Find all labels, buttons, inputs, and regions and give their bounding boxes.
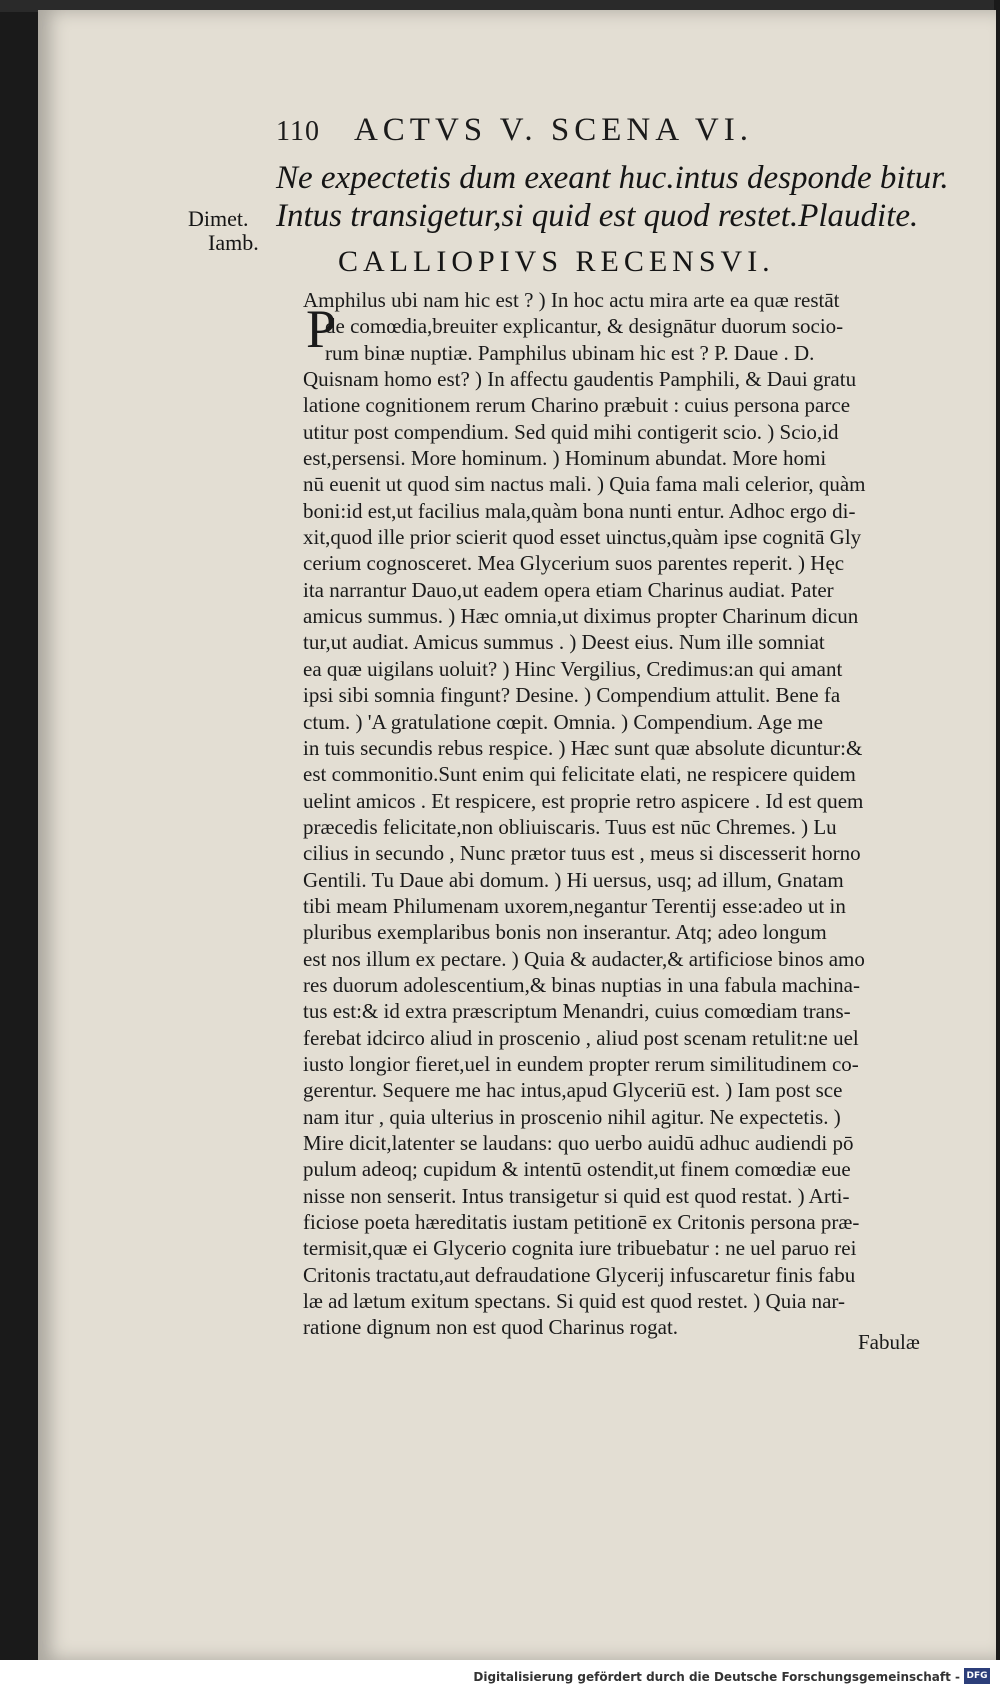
commentary-line: res duorum adolescentium,& binas nuptias in una fabula machina- xyxy=(303,972,860,997)
commentary-line: cilius in secundo , Nunc prætor tuus est , meus si discesserit horno xyxy=(303,841,861,866)
commentary-line: præcedis felicitate,non obliuiscaris. Tuus est nūc Chremes. ) Lu xyxy=(303,814,837,839)
running-head-title: ACTVS V. SCENA VI. xyxy=(353,112,753,148)
commentary-line: uelint amicos . Et respicere, est proprie retro aspicere . Id est quem xyxy=(303,788,864,813)
commentary-line: nam itur , quia ulterius in proscenio nihil agitur. Ne expectetis. ) xyxy=(303,1104,841,1129)
book-page xyxy=(38,10,996,1660)
commentary-line: ficiose poeta hæreditatis iustam petitionē ex Critonis persona præ- xyxy=(303,1210,860,1235)
commentary-line: ferebat idcirco aliud in proscenio , aliud post scenam retulit:ne uel xyxy=(303,1025,859,1050)
catchword: Fabulæ xyxy=(858,1330,920,1354)
commentary-line: Critonis tractatu,aut defraudatione Glycerij infuscaretur finis fabu xyxy=(303,1262,856,1287)
running-head xyxy=(276,112,896,149)
commentary-line: de comœdia,breuiter explicantur, & designātur duorum socio- xyxy=(325,314,844,339)
commentary-line: amicus summus. ) Hæc omnia,ut diximus propter Charinum dicun xyxy=(303,604,859,629)
verse-line: Intus transigetur,si quid est quod restet.Plaudite. xyxy=(276,198,919,234)
commentary-line: ratione dignum non est quod Charinus rogat. xyxy=(303,1315,679,1340)
commentary-line: Amphilus ubi nam hic est ? ) In hoc actu mira arte ea quæ restāt xyxy=(303,288,840,312)
commentary-line: latione cognitionem rerum Charino præbuit : cuius persona parce xyxy=(303,393,851,418)
commentary-line: boni:id est,ut facilius mala,quàm bona nunti entur. Adhoc ergo di- xyxy=(303,498,856,523)
commentary-line: ipsi sibi somnia fingunt? Desine. ) Compendium attulit. Bene fa xyxy=(303,683,841,708)
commentary-line: est nos illum ex pectare. ) Quia & audacter,& artificiose binos amo xyxy=(303,946,865,971)
commentary-line: pulum adeoq; cupidum & intentū ostendit,ut finem comœdiæ eue xyxy=(303,1157,851,1182)
scan-background-left xyxy=(0,0,40,1660)
commentary-line: ita narrantur Dauo,ut eadem opera etiam Charinus audiat. Pater xyxy=(303,577,834,602)
commentary-line: in tuis secundis rebus respice. ) Hæc sunt quæ absolute dicuntur:& xyxy=(303,735,863,760)
commentary-line: pluribus exemplaribus bonis non inserantur. Atq; adeo longum xyxy=(303,920,827,945)
verse-line: Ne expectetis dum exeant huc.intus desponde bitur. xyxy=(276,160,949,196)
commentary-line: xit,quod ille prior scierit quod esset uinctus,quàm ipse cognitā Gly xyxy=(303,525,862,550)
commentary-line: nū euenit ut quod sim nactus mali. ) Quia fama mali celerior, quàm xyxy=(303,472,866,497)
commentary-line: tibi meam Philumenam uxorem,negantur Terentij esse:adeo ut in xyxy=(303,893,846,918)
commentary-line: Gentili. Tu Daue abi domum. ) Hi uersus, usq; ad illum, Gnatam xyxy=(303,867,844,892)
commentary-line: est commonitio.Sunt enim qui felicitate elati, ne respicere quidem xyxy=(303,762,856,787)
commentary-line: læ ad lætum exitum spectans. Si quid est quod restet. ) Quia nar- xyxy=(303,1289,845,1314)
footer-bar xyxy=(0,1660,1000,1695)
commentary-line: gerentur. Sequere me hac intus,apud Glyceriū est. ) Iam post sce xyxy=(303,1078,843,1103)
drop-capital: P xyxy=(306,299,337,359)
commentary-line: rum binæ nuptiæ. Pamphilus ubinam hic est ? P. Daue . D. xyxy=(325,340,815,365)
margin-note: Dimet. xyxy=(188,206,249,231)
commentary-line: termisit,quæ ei Glycerio cognita iure tribuebatur : ne uel paruo rei xyxy=(303,1236,857,1261)
commentary-line: ea quæ uigilans uoluit? ) Hinc Vergilius, Credimus:an qui amant xyxy=(303,656,843,681)
commentary-line: Quisnam homo est? ) In affectu gaudentis Pamphili, & Daui gratu xyxy=(303,367,857,392)
commentary-line: utitur post compendium. Sed quid mihi contigerit scio. ) Scio,id xyxy=(303,419,839,444)
commentary-line: Mire dicit,latenter se laudans: quo uerbo auidū adhuc audiendi pō xyxy=(303,1131,854,1155)
commentary-line: ctum. ) 'A gratulatione cœpit. Omnia. ) Compendium. Age me xyxy=(303,709,823,734)
commentary-line: iusto longior fieret,uel in eundem propter rerum similitudinem co- xyxy=(303,1051,859,1076)
commentary-line: cerium cognosceret. Mea Glycerium suos parentes reperit. ) Hęc xyxy=(303,551,845,576)
commentary-line: tur,ut audiat. Amicus summus . ) Deest eius. Num ille somniat xyxy=(303,630,825,655)
commentary-line: nisse non senserit. Intus transigetur si quid est quod restat. ) Arti- xyxy=(303,1183,850,1208)
section-title: CALLIOPIVS RECENSVI. xyxy=(338,245,775,278)
dfg-logo-icon: DFG xyxy=(964,1668,990,1684)
page-number: 110 xyxy=(276,116,320,147)
footer-credit: Digitalisierung gefördert durch die Deutsche Forschungsgemeinschaft - xyxy=(473,1670,960,1684)
commentary-line: tus est:& id extra præscriptum Menandri, cuius comœdiam trans- xyxy=(303,999,851,1024)
margin-note: Iamb. xyxy=(208,230,259,255)
commentary-line: est,persensi. More hominum. ) Hominum abundat. More homi xyxy=(303,446,827,471)
commentary-text xyxy=(303,287,943,1341)
